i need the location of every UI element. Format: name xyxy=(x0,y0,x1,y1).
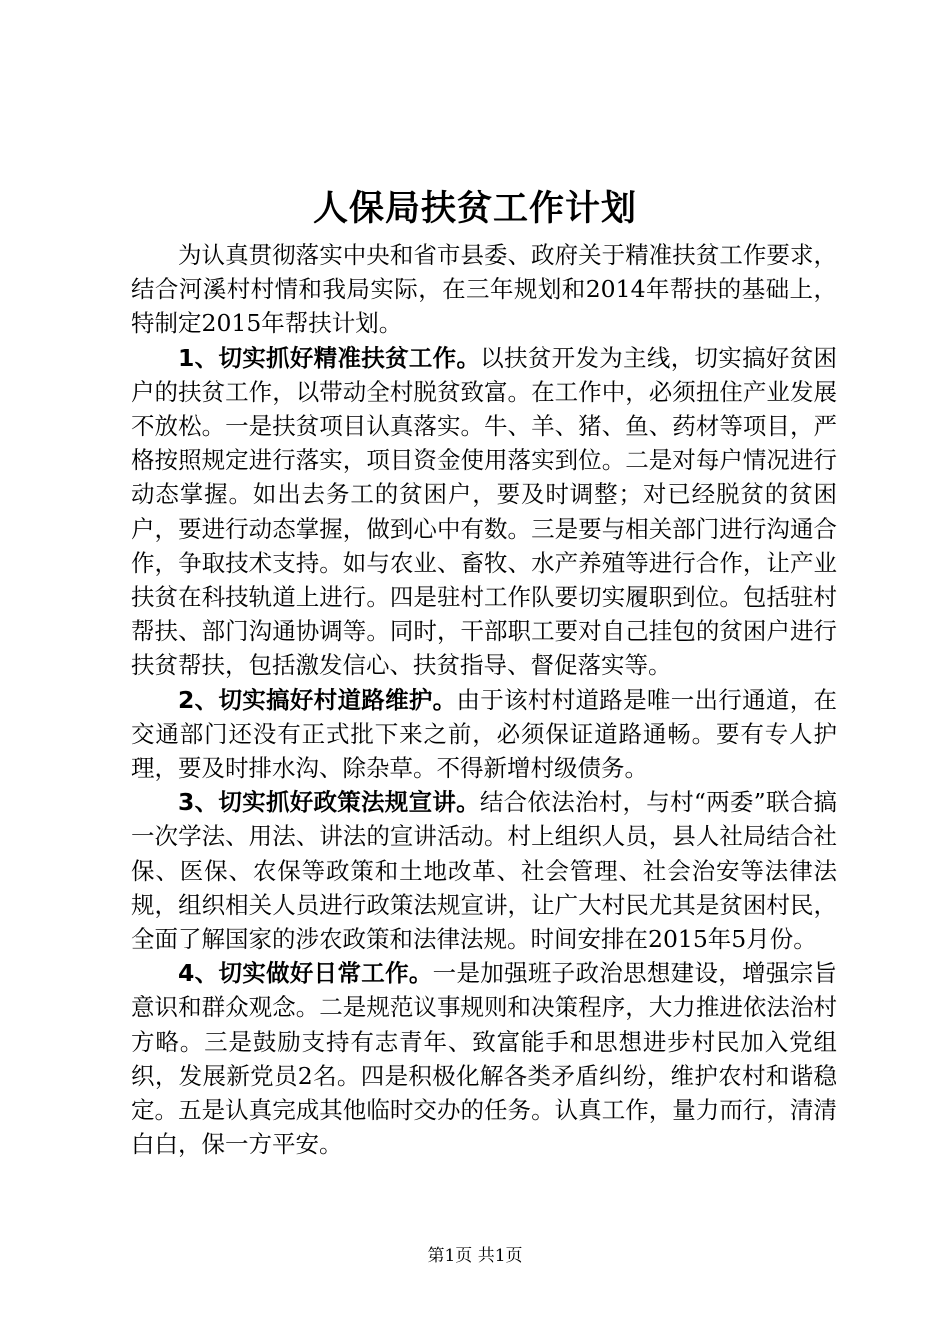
section-1-text: 以扶贫开发为主线，切实搞好贫困户的扶贫工作，以带动全村脱贫致富。在工作中，必须扭住产业发展不放松。一是扶贫项目认真落实。牛、羊、猪、鱼、药材等项目，严格按照规定进行落实，项目资金使用落实到位。二是对每户情况进行动态掌握。如出去务工的贫困户，要及时调整；对已经脱贫的贫困户，要进行动态掌握，做到心中有数。三是要与相关部门进行沟通合作，争取技术支持。如与农业、畜牧、水产养殖等进行合作，让产业扶贫在科技轨道上进行。四是驻村工作队要切实履职到位。包括驻村帮扶、部门沟通协调等。同时，干部职工要对自己挂包的贫困户进行扶贫帮扶，包括激发信心、扶贫指导、督促落实等。 xyxy=(131,343,838,680)
section-1-paragraph xyxy=(131,341,837,683)
section-4-paragraph xyxy=(131,956,837,1161)
document-body xyxy=(131,238,837,1161)
section-1-heading: 1、切实抓好精准扶贫工作。 xyxy=(178,343,481,372)
section-4-text: 一是加强班子政治思想建设，增强宗旨意识和群众观念。二是规范议事规则和决策程序，大力推进依法治村方略。三是鼓励支持有志青年、致富能手和思想进步村民加入党组织，发展新党员2名。四是积极化解各类矛盾纠纷，维护农村和谐稳定。五是认真完成其他临时交办的任务。认真工作，量力而行，清清白白，保一方平安。 xyxy=(131,959,837,1159)
section-3-heading: 3、切实抓好政策法规宣讲。 xyxy=(178,788,480,817)
section-2-paragraph xyxy=(131,683,837,786)
page-number-footer: 第1页 共1页 xyxy=(427,1246,523,1266)
section-4-heading: 4、切实做好日常工作。 xyxy=(178,959,433,988)
document-title: 人保局扶贫工作计划 xyxy=(312,188,637,229)
section-3-text: 结合依法治村，与村“两委”联合搞一次学法、用法、讲法的宣讲活动。村上组织人员，县人社局结合社保、医保、农保等政策和土地改革、社会管理、社会治安等法律法规，组织相关人员进行政策法规宣讲，让广大村民尤其是贫困村民，全面了解国家的涉农政策和法律法规。时间安排在2015年5月份。 xyxy=(131,788,837,954)
section-2-text: 由于该村村道路是唯一出行通道，在交通部门还没有正式批下来之前，必须保证道路通畅。要有专人护理，要及时排水沟、除杂草。不得新增村级债务。 xyxy=(131,685,838,783)
section-3-paragraph xyxy=(131,785,837,956)
section-2-heading: 2、切实搞好村道路维护。 xyxy=(178,685,457,714)
intro-paragraph: 为认真贯彻落实中央和省市县委、政府关于精准扶贫工作要求，结合河溪村村情和我局实际，在三年规划和2014年帮扶的基础上，特制定2015年帮扶计划。 xyxy=(131,241,837,338)
